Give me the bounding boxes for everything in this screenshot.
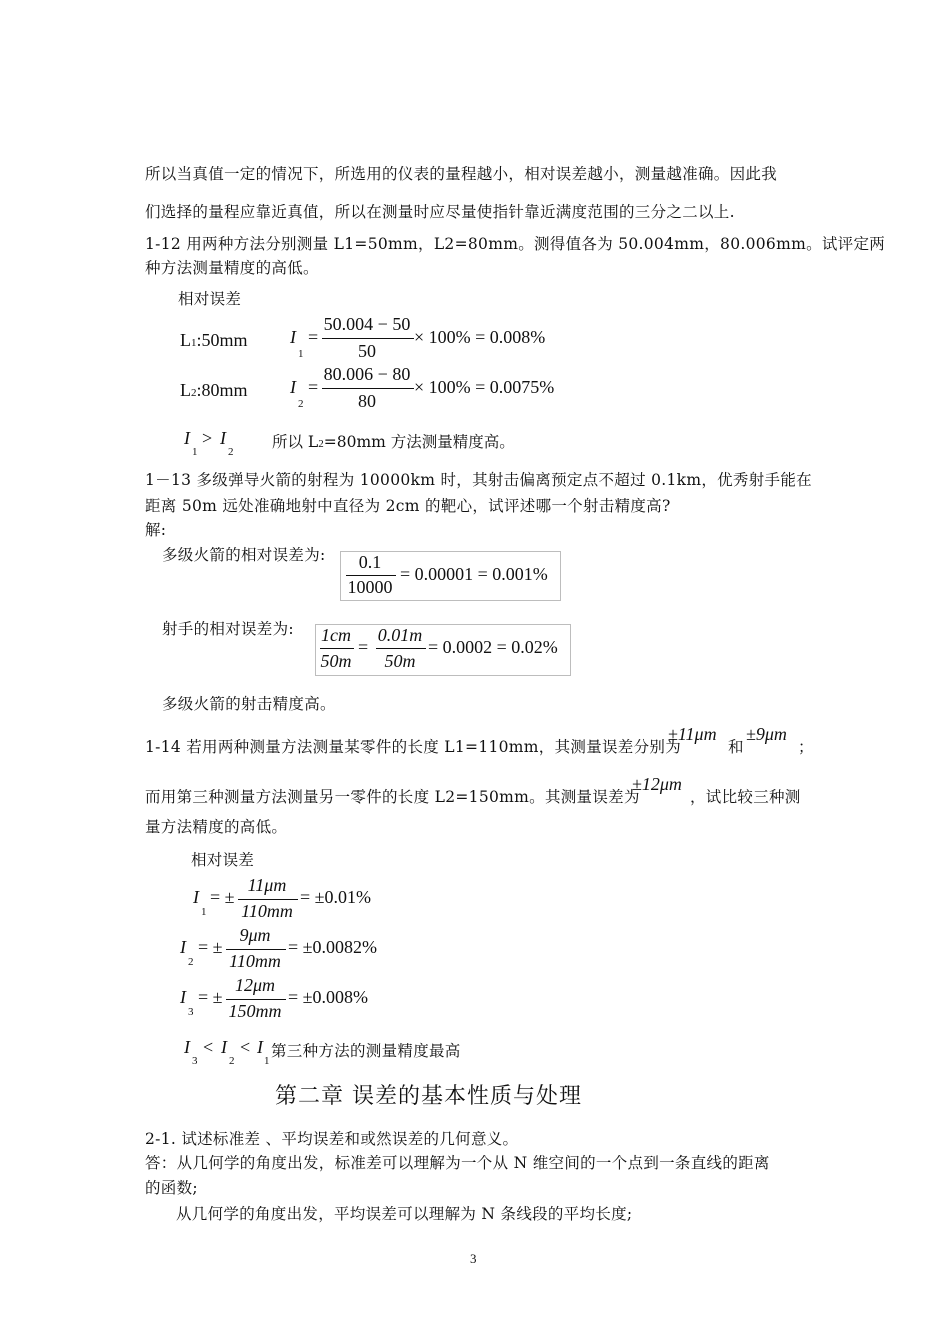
answer-line: 答：从几何学的角度出发，标准差可以理解为一个从 N 维空间的一个点到一条直线的距离 [145, 1154, 770, 1172]
answer-line: 从几何学的角度出发，平均误差可以理解为 N 条线段的平均长度; [176, 1205, 633, 1223]
comparison-conclusion: 所以 L2=80mm 方法测量精度高。 [272, 433, 515, 451]
i1-symbol: I [184, 428, 190, 448]
fraction-denominator: 80 [358, 391, 376, 411]
fraction-numerator: 80.006 − 80 [323, 364, 411, 384]
i2-symbol: I [180, 937, 186, 957]
i3-symbol: I [184, 1037, 190, 1057]
i2-subscript: 2 [188, 956, 194, 968]
l1-label: L1:50mm [180, 330, 248, 350]
page-number: 3 [470, 1251, 477, 1266]
punctuation: ； [798, 738, 814, 756]
fraction-bar [322, 388, 414, 389]
i1-symbol: I [257, 1037, 263, 1057]
fraction-denominator: 50m [384, 651, 416, 671]
fraction-numerator: 50.004 − 50 [323, 314, 411, 334]
i3-subscript: 3 [188, 1006, 194, 1018]
l2-label: L2:80mm [180, 380, 248, 400]
question-1-12-line: 种方法测量精度的高低。 [145, 259, 319, 277]
fraction-bar [346, 575, 396, 576]
conclusion-text: 第三种方法的测量精度最高 [271, 1042, 461, 1060]
fraction-numerator: 1cm [321, 625, 351, 645]
equals-sign: = [308, 327, 319, 347]
i1-symbol: I [290, 327, 296, 347]
fraction-bar [238, 899, 298, 900]
i2-subscript: 2 [228, 446, 234, 458]
equals-sign: = [308, 377, 319, 397]
fraction-denominator: 10000 [347, 577, 393, 597]
fraction-bar [320, 648, 354, 649]
fraction-bar [226, 999, 286, 1000]
relative-error-label: 相对误差 [178, 290, 242, 308]
error-value: ±11μm [668, 724, 717, 744]
fraction-bar [322, 338, 414, 339]
i1-subscript: 1 [201, 906, 207, 918]
less-than-sign: < [240, 1037, 251, 1057]
formula-result: = ±0.008% [288, 987, 369, 1007]
greater-than-sign: > [202, 428, 213, 448]
question-1-13-line: 距离 50m 远处准确地射中直径为 2cm 的靶心，试评述哪一个射击精度高? [145, 497, 671, 515]
answer-label: 解: [145, 521, 167, 539]
i2-symbol: I [290, 377, 296, 397]
fraction-denominator: 110mm [241, 901, 293, 921]
fraction-numerator: 0.1 [358, 552, 382, 572]
formula-result: = 0.00001 = 0.001% [400, 564, 548, 584]
rocket-error-label: 多级火箭的相对误差为: [162, 546, 326, 564]
paragraph-line: 所以当真值一定的情况下，所选用的仪表的量程越小，相对误差越小，测量越准确。因此我 [145, 165, 778, 183]
question-1-14-line: 1-14 若用两种测量方法测量某零件的长度 L1=110mm，其测量误差分别为 [145, 738, 681, 756]
formula-result: × 100% = 0.008% [414, 327, 546, 347]
plus-minus-sign: = ± [198, 987, 223, 1007]
fraction-numerator: 9μm [239, 925, 271, 945]
question-1-14-line: 量方法精度的高低。 [145, 818, 288, 836]
fraction-denominator: 150mm [228, 1001, 282, 1021]
relative-error-label: 相对误差 [191, 851, 255, 869]
equals-sign: = [358, 637, 369, 657]
formula-result: = ±0.0082% [288, 937, 378, 957]
question-2-1: 2-1. 试述标准差 、平均误差和或然误差的几何意义。 [145, 1130, 519, 1148]
conjunction: 和 [728, 738, 744, 756]
fraction-denominator: 50 [358, 341, 376, 361]
shooter-error-label: 射手的相对误差为: [162, 620, 294, 638]
question-1-14-line: ，试比较三种测 [690, 788, 801, 806]
fraction-bar [376, 648, 426, 649]
question-1-14-line: 而用第三种测量方法测量另一零件的长度 L2=150mm。其测量误差为 [145, 788, 640, 806]
fraction-numerator: 11μm [247, 875, 287, 895]
fraction-bar [226, 949, 286, 950]
answer-line: 的函数; [145, 1179, 198, 1197]
fraction-numerator: 0.01m [377, 625, 423, 645]
paragraph-line: 们选择的量程应靠近真值，所以在测量时应尽量使指针靠近满度范围的三分之二以上. [145, 203, 735, 221]
fraction-denominator: 50m [320, 651, 352, 671]
i2-subscript: 2 [229, 1055, 235, 1067]
i3-symbol: I [180, 987, 186, 1007]
chapter-title: 第二章 误差的基本性质与处理 [275, 1084, 582, 1109]
error-value: ±9μm [746, 724, 787, 744]
plus-minus-sign: = ± [210, 887, 235, 907]
fraction-denominator: 110mm [229, 951, 281, 971]
i1-subscript: 1 [192, 446, 198, 458]
i3-subscript: 3 [192, 1055, 198, 1067]
i1-subscript: 1 [298, 348, 304, 360]
formula-result: = ±0.01% [300, 887, 372, 907]
plus-minus-sign: = ± [198, 937, 223, 957]
question-1-13-line: 1－13 多级弹导火箭的射程为 10000km 时，其射击偏离预定点不超过 0.1km，优秀射手能在 [145, 471, 812, 489]
i2-symbol: I [220, 428, 226, 448]
less-than-sign: < [203, 1037, 214, 1057]
formula-result: × 100% = 0.0075% [414, 377, 555, 397]
i1-symbol: I [193, 887, 199, 907]
fraction-numerator: 12μm [234, 975, 276, 995]
error-value: ±12μm [632, 774, 682, 794]
i2-subscript: 2 [298, 398, 304, 410]
formula-result: = 0.0002 = 0.02% [428, 637, 558, 657]
i1-subscript: 1 [264, 1055, 270, 1067]
i2-symbol: I [221, 1037, 227, 1057]
conclusion-text: 多级火箭的射击精度高。 [162, 695, 336, 713]
question-1-12-line: 1-12 用两种方法分别测量 L1=50mm，L2=80mm。测得值各为 50.004mm，80.006mm。试评定两 [145, 235, 886, 253]
